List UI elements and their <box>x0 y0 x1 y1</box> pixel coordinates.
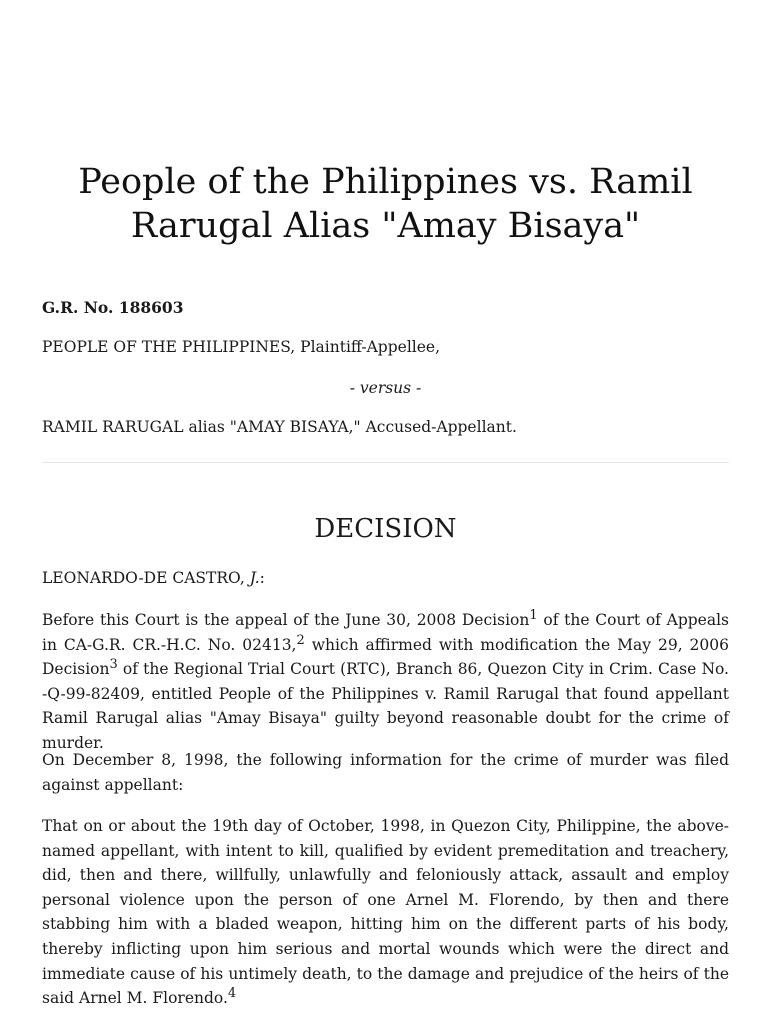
footnote-ref-3[interactable]: 3 <box>109 657 118 673</box>
ponente-suffix: : <box>259 569 265 587</box>
ponente-line <box>42 569 265 587</box>
footnote-ref-4[interactable]: 4 <box>227 986 237 1002</box>
plaintiff-line: PEOPLE OF THE PHILIPPINES, Plaintiff-Appellee, <box>42 338 441 356</box>
ponente-name: LEONARDO-DE CASTRO, <box>42 569 250 587</box>
paragraph-charge <box>42 814 729 1011</box>
paragraph-text: of the Court of Appeals in CA-G.R. CR.-H.C. No. 02413, <box>42 611 729 654</box>
ponente-title: J. <box>249 569 260 587</box>
paragraph-text: Before this Court is the appeal of the June 30, 2008 Decision <box>42 611 530 629</box>
section-divider <box>42 462 729 463</box>
accused-line: RAMIL RARUGAL alias "AMAY BISAYA," Accused-Appellant. <box>42 418 517 436</box>
paragraph-text: which affirmed with modification the May 29, 2006 Decision <box>42 635 730 679</box>
paragraph-intro <box>42 608 729 756</box>
paragraph-information: On December 8, 1998, the following information for the crime of murder was filed against appellant: <box>42 751 729 794</box>
gr-number: G.R. No. 188603 <box>42 298 184 317</box>
footnote-ref-2[interactable]: 2 <box>296 632 305 648</box>
decision-heading: DECISION <box>314 514 457 544</box>
paragraph-text: That on or about the 19th day of October, 1998, in Quezon City, Philippine, the above-named appellant, with intent to kill, qualified by evident premeditation and treachery, did, then and there, willfully, unlawfully and feloniously attack, assault and employ personal violence upon the person of one Arnel M. Florendo, by then and there stabbing him with a bladed weapon, hitting him on the different parts of his body, thereby inflicting upon him serious and mortal wounds which were the direct and immediate cause of his untimely death, to the damage and prejudice of the heirs of the said Arnel M. Florendo. <box>42 817 729 1008</box>
paragraph-text: of the Regional Trial Court (RTC), Branch 86, Quezon City in Crim. Case No. -Q-99-82409, entitled People of the Philippines v. Ramil Rarugal that found appellant Ramil Rarugal alias "Amay Bisaya" guilty beyond reasonable doubt for the crime of murder. <box>42 660 729 752</box>
footnote-ref-1[interactable]: 1 <box>529 608 538 623</box>
versus-line: - versus - <box>349 379 422 397</box>
document-title: People of the Philippines vs. Ramil Rarugal Alias "Amay Bisaya" <box>78 162 693 246</box>
